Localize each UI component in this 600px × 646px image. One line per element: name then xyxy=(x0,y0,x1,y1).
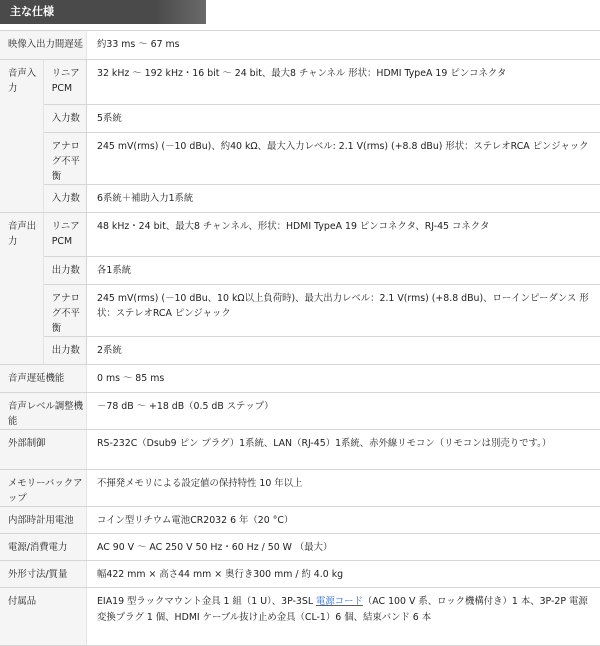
row-sublabel: 入力数 xyxy=(43,185,86,213)
row-sublabel: リニアPCM xyxy=(43,60,86,105)
row-value: 245 mV(rms) (－10 dBu)、約40 kΩ、最大入力レベル: 2.1 V(rms) (+8.8 dBu) 形状：ステレオRCA ピンジャック xyxy=(87,133,600,185)
section-title: 主な仕様 xyxy=(0,0,206,24)
table-row xyxy=(0,393,600,430)
row-sublabel: 出力数 xyxy=(43,257,86,285)
row-value: －78 dB 〜 +18 dB（0.5 dB ステップ） xyxy=(87,393,600,430)
row-value: コイン型リチウム電池CR2032 6 年（20 °C） xyxy=(87,507,600,534)
table-row xyxy=(0,257,600,285)
row-sublabel: 出力数 xyxy=(43,337,86,365)
row-sublabel: 入力数 xyxy=(43,105,86,133)
table-row xyxy=(0,507,600,534)
row-value: 245 mV(rms) (－10 dBu、10 kΩ以上負荷時)、最大出力レベル：2.1 V(rms) (+8.8 dBu)、ローインピーダンス 形状：ステレオRCA ピンジャック xyxy=(87,285,600,337)
table-row xyxy=(0,337,600,365)
table-row xyxy=(0,133,600,185)
accessories-text-before: EIA19 型ラックマウント金具 1 組（1 U）、3P-3SL xyxy=(97,596,316,607)
table-row xyxy=(0,561,600,588)
row-value: 約33 ms 〜 67 ms xyxy=(87,31,600,60)
row-sublabel: リニアPCM xyxy=(43,213,86,257)
row-label: 外部制御 xyxy=(0,430,87,470)
row-label: 電源/消費電力 xyxy=(0,534,87,561)
table-row xyxy=(0,470,600,507)
row-value: 0 ms 〜 85 ms xyxy=(87,365,600,393)
row-label: 音声遅延機能 xyxy=(0,365,87,393)
table-row xyxy=(0,588,600,646)
row-value xyxy=(87,588,600,646)
table-row xyxy=(0,365,600,393)
row-sublabel: アナログ不平衡 xyxy=(43,133,86,185)
row-label: 映像入出力間遅延 xyxy=(0,31,87,60)
table-row xyxy=(0,60,600,105)
row-label: メモリーバックアップ xyxy=(0,470,87,507)
table-row xyxy=(0,185,600,213)
row-label: 内部時計用電池 xyxy=(0,507,87,534)
row-value: 32 kHz 〜 192 kHz・16 bit 〜 24 bit、最大8 チャンネル 形状：HDMI TypeA 19 ピンコネクタ xyxy=(87,60,600,105)
row-label: 音声入力 xyxy=(0,60,43,213)
row-value: 6系統＋補助入力1系統 xyxy=(87,185,600,213)
row-value: 5系統 xyxy=(87,105,600,133)
row-label: 外形寸法/質量 xyxy=(0,561,87,588)
row-label: 音声出力 xyxy=(0,213,43,365)
table-row xyxy=(0,213,600,257)
table-row xyxy=(0,285,600,337)
accessories-text-after: （AC 100 V 系、ロック機構付き）1 本、3P-2P 電源変換プラグ 1 個、HDMI ケーブル抜け止め金具（CL-1）6 個、結束バンド 6 本 xyxy=(97,596,588,622)
spec-table xyxy=(0,30,600,646)
row-sublabel: アナログ不平衡 xyxy=(43,285,86,337)
table-row xyxy=(0,534,600,561)
row-value: 2系統 xyxy=(87,337,600,365)
row-label: 音声レベル調整機能 xyxy=(0,393,87,430)
row-value: 不揮発メモリによる設定値の保持特性 10 年以上 xyxy=(87,470,600,507)
row-value: 48 kHz・24 bit、最大8 チャンネル、形状：HDMI TypeA 19 ピンコネクタ、RJ-45 コネクタ xyxy=(87,213,600,257)
row-value: RS-232C（Dsub9 ピン プラグ）1系統、LAN（RJ-45）1系統、赤外線リモコン（リモコンは別売りです。） xyxy=(87,430,600,470)
row-value: AC 90 V 〜 AC 250 V 50 Hz・60 Hz / 50 W （最大） xyxy=(87,534,600,561)
table-row xyxy=(0,31,600,60)
power-cord-link[interactable]: 電源コード xyxy=(316,596,363,607)
table-row xyxy=(0,430,600,470)
table-row xyxy=(0,105,600,133)
row-value: 幅422 mm × 高さ44 mm × 奥行き300 mm / 約 4.0 kg xyxy=(87,561,600,588)
row-value: 各1系統 xyxy=(87,257,600,285)
row-label: 付属品 xyxy=(0,588,87,646)
